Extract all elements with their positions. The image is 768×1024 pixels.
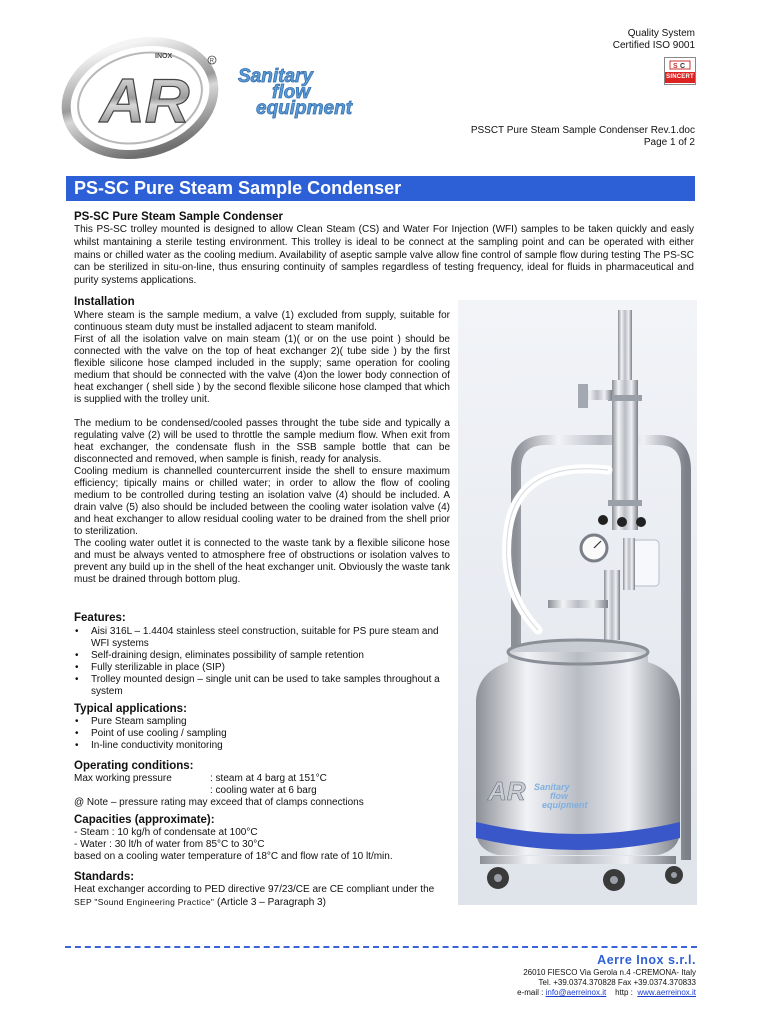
quality-system-note: Quality System Certified ISO 9001 [612, 28, 695, 51]
applications-heading: Typical applications: [74, 703, 187, 715]
logo-tagline [238, 66, 353, 119]
document-reference: PSSCT Pure Steam Sample Condenser Rev.1.doc Page 1 of 2 [470, 125, 695, 148]
tank-logo: AR [488, 776, 526, 806]
operating-label: Max working pressure [74, 773, 172, 784]
svg-text:C: C [680, 63, 686, 70]
svg-text:Sanitary: Sanitary [238, 66, 313, 87]
list-item: • Trolley mounted design – single unit can be used to take samples throughout a system [74, 674, 450, 698]
operating-values: : steam at 4 barg at 151°C : cooling water at 6 barg [210, 773, 327, 796]
page-title: PS-SC Pure Steam Sample Condenser [74, 178, 402, 198]
svg-text:equipment: equipment [542, 800, 588, 810]
list-item: • Fully sterilizable in place (SIP) [74, 662, 450, 674]
company-address: 26010 FIESCO Via Gerola n.4 -CREMONA- Italy Tel. +39.0374.370828 Fax +39.0374.370833 e-mail : info@aerreinox.it http : www.aerreinox.it [517, 968, 696, 997]
svg-text:equipment: equipment [256, 98, 353, 119]
list-item: • In-line conductivity monitoring [74, 740, 450, 752]
capacities-heading: Capacities (approximate): [74, 814, 215, 826]
list-item: • Aisi 316L – 1.4404 stainless steel construction, suitable for PS pure steam and WFI systems [74, 626, 450, 650]
standards-text: Heat exchanger according to PED directive 97/23/CE are CE compliant under the SEP "Sound Engineering Practice" (Article 3 – Paragraph 3) [74, 884, 435, 908]
features-heading: Features: [74, 612, 126, 624]
installation-heading: Installation [74, 296, 135, 308]
company-logo [60, 30, 380, 160]
applications-list [74, 716, 450, 752]
installation-text: Where steam is the sample medium, a valve (1) excluded from supply, suitable for continuous steam duty must be installed adjacent to steam manifold. First of all the isolation valve on main steam (1)( or on the use point ) should be connected with the valve on the top of heat exchanger 2)( tube side ) by the first flexible silicone hose clamped included in the supply; same operation for cooling medium that should be connected with the valve (4)on the lower body connection of heat exchanger ( shell side ) by the second flexible silicone hose clamped that which is supplied with the trolley unit. The medium to be condensed/cooled passes throught the tube side and typically a regulating valve (2) will be used to throttle the sample medium flow. When exit from heat exchanger, the condensate flush in the SSB sample bottle that can be disconnected and removed, when sample is finish, ready for analysis. Cooling medium is channelled countercurrent inside the shell to ensure maximum efficiency; tipically mains or chilled water; in order to allow the flow of cooling medium to be controlled during testing an isolation valve (4) should be included. A drain valve (5) also should be included between the cooling water isolation valve (4) and heat exchanger to allow residual cooling water to be drained from the shell prior to sterilization. The cooling water outlet it is connected to the waste tank by a flexible silicone hose and must be always vented to atmosphere free of obstructions or isolation valves to prevent any build up in the shell of the heat exchanger unit. Obviously the waste tank must be drained through bottom plug. [74, 310, 450, 585]
svg-text:Sanitary: Sanitary [534, 782, 570, 792]
pressure-note: @ Note – pressure rating may exceed that of clamps connections [74, 797, 364, 808]
logo-letters: AR [100, 67, 190, 136]
email-link[interactable]: info@aerreinox.it [545, 988, 607, 997]
svg-text:S: S [673, 63, 678, 70]
footer-divider [65, 946, 697, 948]
standards-heading: Standards: [74, 871, 135, 883]
svg-text:flow: flow [272, 82, 310, 103]
features-list [74, 626, 450, 698]
svg-text:flow: flow [550, 791, 568, 801]
certification-badge: S C SINCERT [664, 57, 696, 85]
list-item: • Point of use cooling / sampling [74, 728, 450, 740]
intro-paragraph: This PS-SC trolley mounted is designed to allow Clean Steam (CS) and Water For Injection (WFI) samples to be taken quickly and easly whilst mantaining a sterile testing environment. This trolley is ideal to be connect at the sampling point and can be operated with either mains or chilled water as the cooling medium. Availability of aseptic sample valve allow fine control of sample flow during testing The PS-SC can be sterilized in situ-on-line, thus ensuring continuity of samples regardless of testing frequency, ideal for fluids in pharmaceutical and purity systems applications. [74, 224, 694, 287]
list-item: • Pure Steam sampling [74, 716, 450, 728]
svg-text:R: R [209, 58, 214, 65]
title-bar [66, 176, 695, 201]
list-item: • Self-draining design, eliminates possibility of sample retention [74, 650, 450, 662]
subtitle: PS-SC Pure Steam Sample Condenser [74, 211, 283, 223]
capacities-text: - Steam : 10 kg/h of condensate at 100°C - Water : 30 lt/h of water from 85°C to 30°C based on a cooling water temperature of 18°C and flow rate of 10 lt/min. [74, 827, 393, 862]
svg-text:INOX: INOX [155, 53, 173, 60]
cert-mark-icon [665, 58, 695, 72]
website-link[interactable]: www.aerreinox.it [637, 988, 696, 997]
company-name: Aerre Inox s.r.l. [597, 953, 696, 967]
product-photo [458, 300, 697, 905]
operating-heading: Operating conditions: [74, 760, 194, 772]
